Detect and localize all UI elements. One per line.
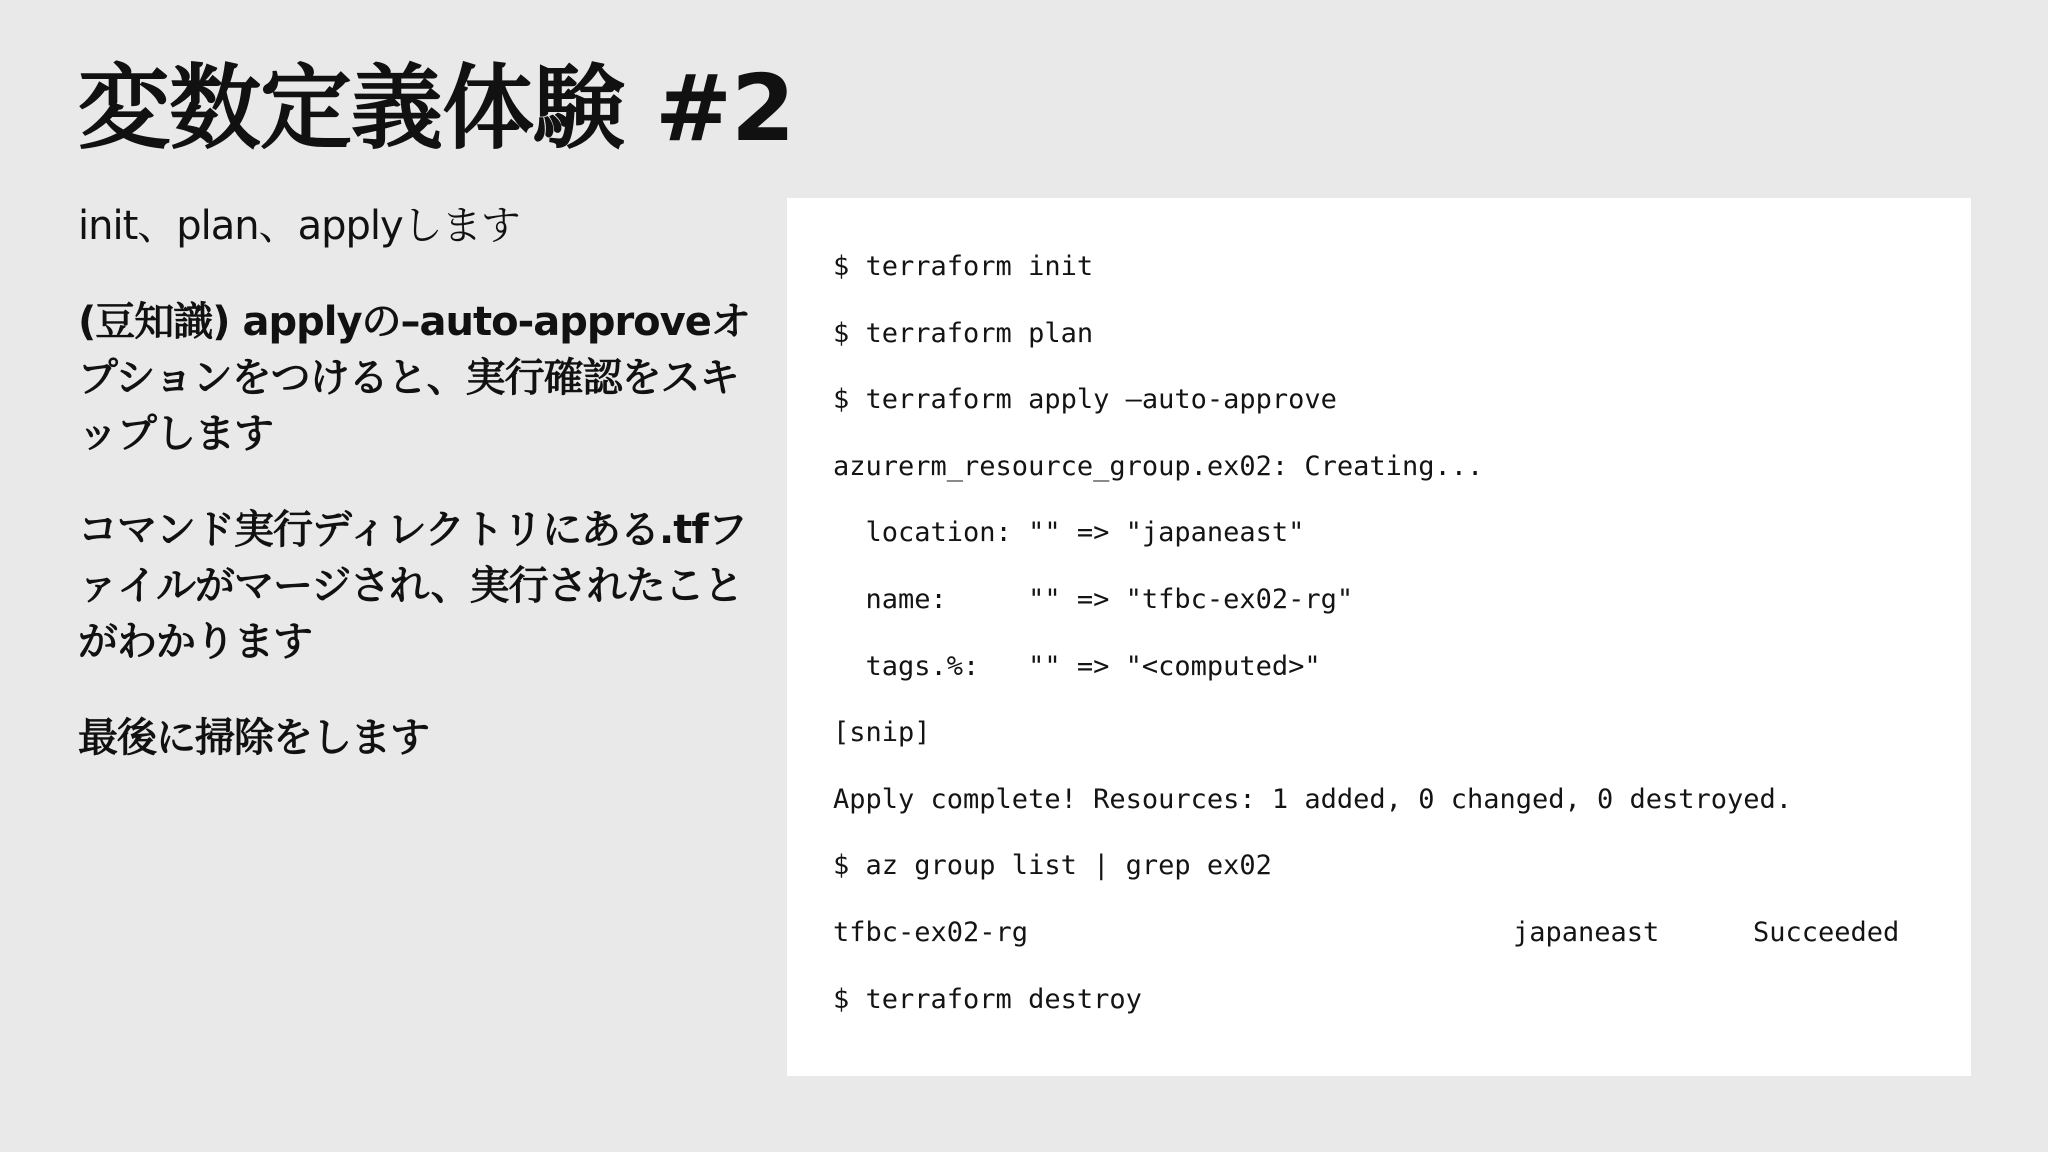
terminal-line: $ terraform destroy [833,983,1142,1015]
terminal-line: [snip] [833,717,931,749]
terminal-line: $ az group list | grep ex02 [833,850,1272,882]
terminal-line: $ terraform apply –auto-approve [833,384,1337,416]
result-location: japaneast [1513,916,1660,948]
terminal-line: $ terraform init [833,251,1094,282]
note-auto-approve-tip: (豆知識) applyの–auto-approveオプションをつけると、実行確認をスキップします [78,299,750,457]
notes-panel [78,198,768,806]
terminal-line: azurerm_resource_group.ex02: Creating... [833,450,1484,482]
result-state: Succeeded [1753,916,1900,948]
terminal-output-panel [787,198,1971,1076]
terminal-line: Apply complete! Resources: 1 added, 0 changed, 0 destroyed. [833,783,1793,815]
terminal-line: tags.%: "" => "<computed>" [833,650,1321,682]
resource-group-result-row [833,900,1971,967]
note-cleanup: 最後に掃除をします [78,715,429,761]
note-tf-files-merged: コマンド実行ディレクトリにある.tfファイルがマージされ、実行されたことがわかります [78,507,747,665]
terminal-line: location: "" => "japaneast" [833,517,1305,549]
note-init-plan-apply: init、plan、applyします [78,203,520,249]
result-name: tfbc-ex02-rg [833,916,1029,948]
terminal-line: $ terraform plan [833,317,1094,349]
terminal-line: name: "" => "tfbc-ex02-rg" [833,583,1354,615]
slide-title: 変数定義体験 #2 [78,55,795,162]
